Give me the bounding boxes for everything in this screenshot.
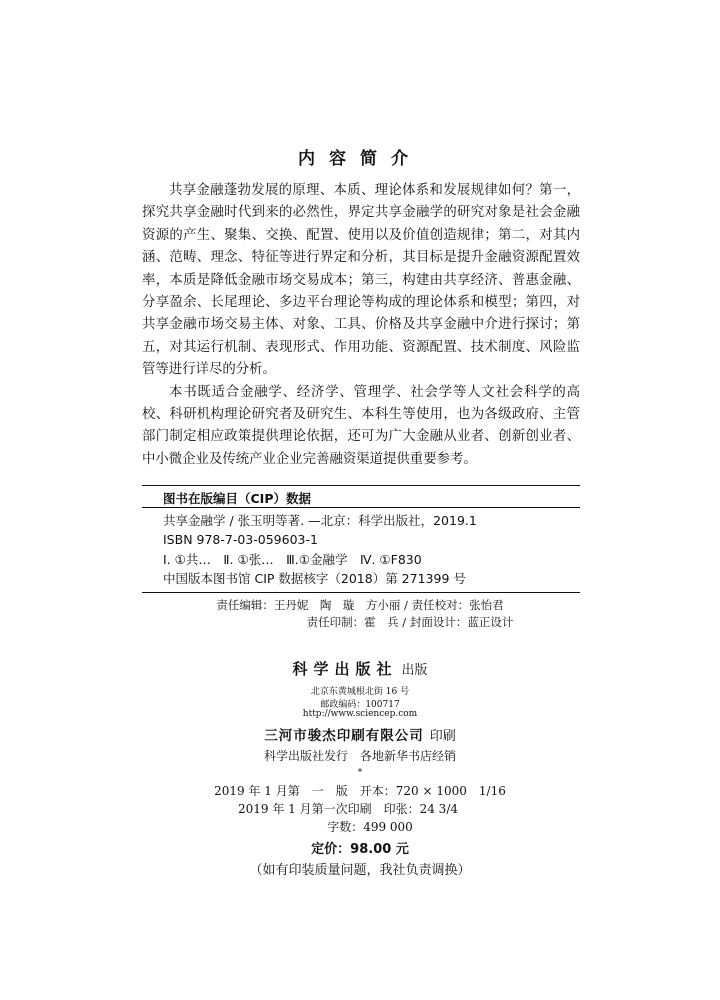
printer-verb: 印刷 [429, 729, 456, 744]
cip-heading-rule [142, 507, 580, 508]
cip-line: 中国版本图书馆 CIP 数据核字（2018）第 271399 号 [163, 571, 466, 587]
cip-line: ISBN 978-7-03-059603-1 [163, 532, 318, 548]
printer-name: 三河市骏杰印刷有限公司 [264, 728, 424, 744]
publisher-verb: 出版 [401, 663, 428, 678]
summary-body [142, 180, 580, 471]
edition-line-1: 2019 年 1 月第 一 版 开本：720 × 1000 1/16 [214, 784, 506, 798]
cip-line: 共享金融学 / 张玉明等著. —北京：科学出版社，2019.1 [163, 513, 477, 528]
summary-paragraph-1: 共享金融蓬勃发展的原理、本质、理论体系和发展规律如何？第一，探究共享金融时代到来的必然性，界定共享金融学的研究对象是社会金融资源的产生、聚集、交换、配置、使用以及价值创造规律；第二，对其内涵、范畴、理念、特征等进行界定和分析，其目标是提升金融资源配置效率，本质是降低金融市场交易成本；第三，构建由共享经济、普惠金融、分享盈余、长尾理论、多边平台理论等构成的理论体系和模型；第四，对共享金融市场交易主体、对象、工具、价格及共享金融中介进行探讨；第五，对其运行机制、表现形式、作用功能、资源配置、技术制度、风险监管等进行详尽的分析。 [142, 183, 580, 378]
cip-line: Ⅰ. ①共… Ⅱ. ①张… Ⅲ.①金融学 Ⅳ. ①F830 [163, 551, 422, 567]
cip-heading: 图书在版编目（CIP）数据 [163, 491, 311, 506]
edition-line-3: 字数：499 000 [327, 820, 413, 834]
cip-top-rule [142, 485, 580, 486]
cip-record [163, 511, 573, 589]
edition-line-2: 2019 年 1 月第一次印刷 印张：24 3/4 [237, 802, 458, 816]
summary-title: 内容简介 [298, 149, 422, 169]
responsibility-line-1: 责任编辑：王丹妮 陶 璇 方小丽 / 责任校对：张怡君 [216, 598, 504, 612]
publisher-address: 北京东黄城根北街 16 号 [310, 687, 410, 697]
distribution-line: 科学出版社发行 各地新华书店经销 [263, 749, 456, 763]
price: 定价：98.00 元 [311, 842, 409, 857]
publisher-postcode: 邮政编码：100717 [320, 700, 400, 710]
separator-star: * [357, 768, 363, 778]
publisher-line [0, 658, 720, 679]
printer-line [0, 724, 720, 744]
cip-bottom-rule [142, 592, 580, 593]
publisher-website: http://www.sciencep.com [302, 709, 418, 719]
publisher-name: 科学出版社 [292, 660, 398, 678]
quality-notice: （如有印装质量问题，我社负责调换） [249, 863, 471, 878]
summary-paragraph-2: 本书既适合金融学、经济学、管理学、社会学等人文社会科学的高校、科研机构理论研究者及研究生、本科生等使用，也为各级政府、主管部门制定相应政策提供理论依据，还可为广大金融从业者、创新创业者、中小微企业及传统产业企业完善融资渠道提供重要参考。 [142, 384, 580, 467]
responsibility-line-2: 责任印制：霍 兵 / 封面设计：蓝正设计 [306, 615, 514, 629]
